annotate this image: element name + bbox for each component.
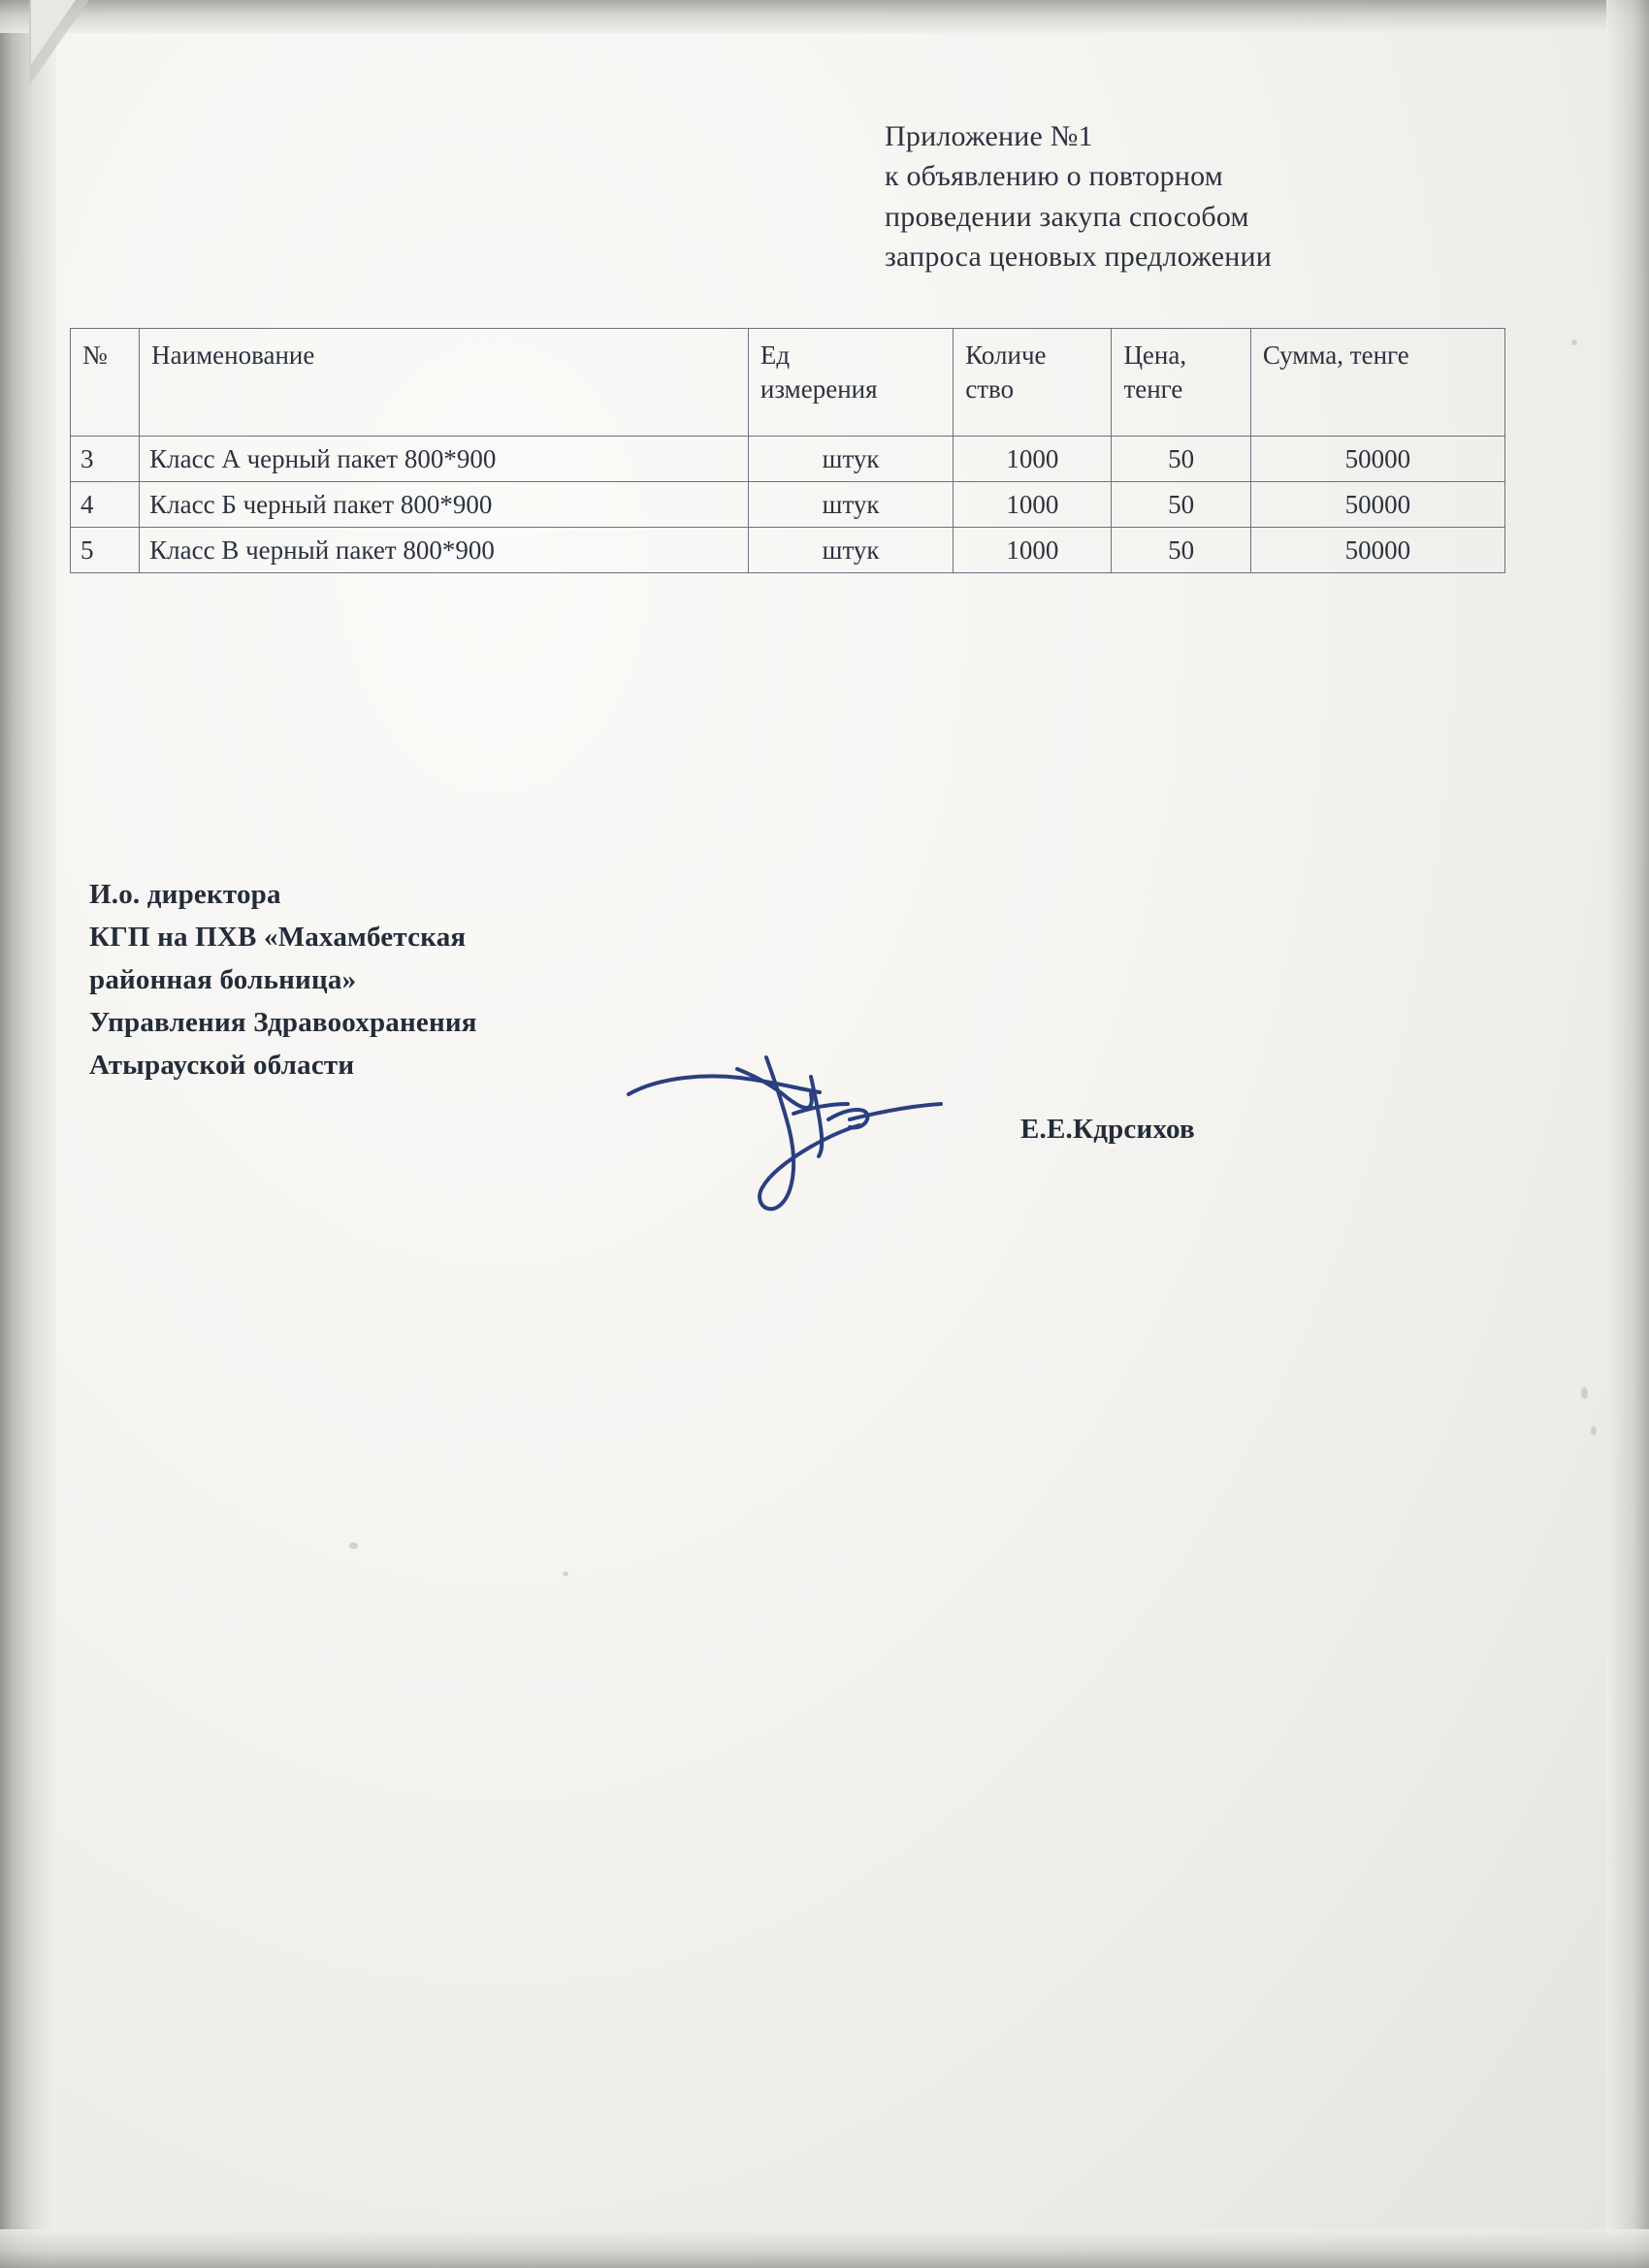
cell-sum: 50000 bbox=[1250, 528, 1504, 573]
header-line-1: Приложение №1 bbox=[885, 120, 1093, 152]
cell-price: 50 bbox=[1112, 482, 1250, 528]
cell-name: Класс Б черный пакет 800*900 bbox=[140, 482, 749, 528]
column-header-sum: Сумма, тенге bbox=[1250, 329, 1504, 437]
signer-title-line-5: Атырауской области bbox=[89, 1050, 355, 1082]
signer-title-block bbox=[89, 873, 477, 1086]
cell-price: 50 bbox=[1112, 528, 1250, 573]
cell-number: 4 bbox=[71, 482, 140, 528]
cell-number: 3 bbox=[71, 437, 140, 482]
column-header-unit-line1: Ед bbox=[760, 340, 791, 370]
cell-unit: штук bbox=[748, 482, 953, 528]
cell-quantity: 1000 bbox=[954, 482, 1112, 528]
header-line-3: проведении закупа способом bbox=[885, 200, 1249, 233]
table-row bbox=[71, 437, 1505, 482]
column-header-name: Наименование bbox=[140, 329, 749, 437]
cell-sum: 50000 bbox=[1250, 482, 1504, 528]
signer-title-line-2: КГП на ПХВ «Махамбетская bbox=[89, 922, 467, 954]
column-header-quantity-line2: ство bbox=[965, 374, 1015, 405]
column-header-unit-line2: измерения bbox=[760, 374, 878, 405]
cell-price: 50 bbox=[1112, 437, 1250, 482]
cell-sum: 50000 bbox=[1250, 437, 1504, 482]
items-table bbox=[70, 328, 1505, 573]
header-line-2: к объявлению о повторном bbox=[885, 160, 1223, 193]
column-header-price-line2: тенге bbox=[1123, 374, 1183, 405]
table-header-row bbox=[71, 329, 1505, 437]
header-line-4: запроса ценовых предложении bbox=[885, 241, 1272, 274]
cell-quantity: 1000 bbox=[954, 528, 1112, 573]
column-header-quantity-line1: Количе bbox=[965, 340, 1047, 370]
cell-name: Класс А черный пакет 800*900 bbox=[140, 437, 749, 482]
cell-quantity: 1000 bbox=[954, 437, 1112, 482]
cell-name: Класс В черный пакет 800*900 bbox=[140, 528, 749, 573]
items-table-head bbox=[71, 329, 1505, 437]
document-header bbox=[885, 116, 1505, 277]
column-header-number: № bbox=[71, 329, 140, 437]
signer-title-line-1: И.о. директора bbox=[89, 879, 281, 910]
column-header-unit bbox=[748, 329, 953, 437]
table-row bbox=[71, 528, 1505, 573]
items-table-wrapper bbox=[70, 328, 1505, 573]
cell-unit: штук bbox=[748, 528, 953, 573]
signer-title-line-3: районная больница» bbox=[89, 964, 357, 996]
column-header-price bbox=[1112, 329, 1250, 437]
items-table-body bbox=[71, 437, 1505, 573]
table-row bbox=[71, 482, 1505, 528]
handwritten-signature-icon bbox=[621, 1019, 1028, 1261]
cell-unit: штук bbox=[748, 437, 953, 482]
signer-name: Е.Е.Кдрсихов bbox=[1020, 1114, 1195, 1145]
signer-title-line-4: Управления Здравоохранения bbox=[89, 1007, 477, 1039]
column-header-quantity bbox=[954, 329, 1112, 437]
cell-number: 5 bbox=[71, 528, 140, 573]
column-header-price-line1: Цена, bbox=[1123, 340, 1187, 370]
